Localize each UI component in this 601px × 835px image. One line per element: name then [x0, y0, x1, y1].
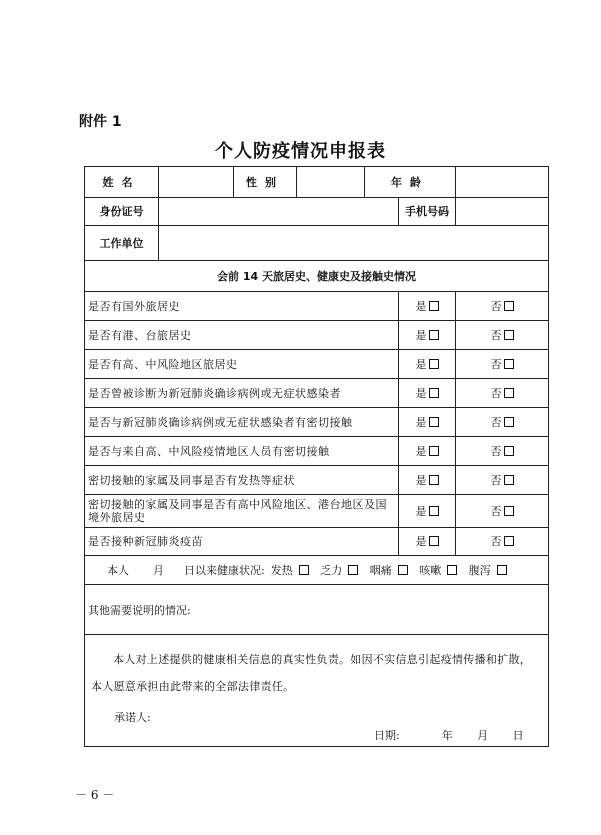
yes-checkbox[interactable] — [429, 536, 439, 546]
cough-checkbox[interactable] — [447, 565, 457, 575]
no-checkbox[interactable] — [504, 446, 514, 456]
question-row — [85, 408, 549, 437]
yes-option[interactable]: 是 — [399, 292, 456, 321]
yes-checkbox[interactable] — [429, 475, 439, 485]
no-option[interactable]: 否 — [456, 528, 549, 556]
yes-checkbox[interactable] — [429, 359, 439, 369]
diarrhea-checkbox[interactable] — [497, 565, 507, 575]
row-other-notes — [85, 585, 549, 635]
no-checkbox[interactable] — [504, 536, 514, 546]
no-option[interactable]: 否 — [456, 466, 549, 495]
question-text: 是否接种新冠肺炎疫苗 — [85, 528, 399, 556]
row-declaration — [85, 635, 549, 747]
question-row — [85, 528, 549, 556]
no-checkbox[interactable] — [504, 330, 514, 340]
yes-option[interactable]: 是 — [399, 408, 456, 437]
no-checkbox[interactable] — [504, 388, 514, 398]
yes-checkbox[interactable] — [429, 417, 439, 427]
other-notes-field[interactable] — [85, 585, 549, 635]
health-month: 月 — [153, 563, 164, 577]
yes-option[interactable]: 是 — [399, 466, 456, 495]
symptom-fever[interactable]: 发热 — [271, 564, 313, 577]
question-row — [85, 321, 549, 350]
id-card-label: 身份证号 — [85, 198, 159, 226]
fatigue-checkbox[interactable] — [348, 565, 358, 575]
date-line[interactable]: 日期: 年 月 日 — [374, 729, 524, 742]
no-checkbox[interactable] — [504, 417, 514, 427]
question-text: 是否有港、台旅居史 — [85, 321, 399, 350]
no-option[interactable]: 否 — [456, 379, 549, 408]
yes-checkbox[interactable] — [429, 388, 439, 398]
fever-checkbox[interactable] — [299, 565, 309, 575]
name-field[interactable] — [159, 167, 234, 198]
yes-checkbox[interactable] — [429, 301, 439, 311]
health-prefix: 本人 — [107, 563, 129, 577]
health-status-line — [85, 556, 549, 585]
question-text: 是否曾被诊断为新冠肺炎确诊病例或无症状感染者 — [85, 379, 399, 408]
row-health-status — [85, 556, 549, 585]
no-option[interactable]: 否 — [456, 408, 549, 437]
no-option[interactable]: 否 — [456, 437, 549, 466]
symptom-fatigue[interactable]: 乏力 — [320, 564, 362, 577]
phone-field[interactable] — [456, 198, 549, 226]
yes-option[interactable]: 是 — [399, 379, 456, 408]
question-text: 密切接触的家属及同事是否有发热等症状 — [85, 466, 399, 495]
age-field[interactable] — [456, 167, 549, 198]
gender-field[interactable] — [297, 167, 365, 198]
question-row — [85, 466, 549, 495]
no-option[interactable]: 否 — [456, 292, 549, 321]
name-label: 姓名 — [85, 167, 159, 198]
no-checkbox[interactable] — [504, 506, 514, 516]
question-row — [85, 437, 549, 466]
page-number: － 6 － — [75, 788, 115, 802]
question-row — [85, 495, 549, 528]
gender-label: 性别 — [234, 167, 297, 198]
symptom-sore-throat[interactable]: 咽痛 — [370, 564, 412, 577]
sore-throat-checkbox[interactable] — [398, 565, 408, 575]
declaration-cell — [85, 635, 549, 747]
yes-checkbox[interactable] — [429, 506, 439, 516]
row-section-title — [85, 261, 549, 292]
no-checkbox[interactable] — [504, 475, 514, 485]
section-title: 会前 14 天旅居史、健康史及接触史情况 — [85, 261, 549, 292]
work-unit-label: 工作单位 — [85, 226, 159, 261]
yes-option[interactable]: 是 — [399, 528, 456, 556]
question-text: 是否有高、中风险地区旅居史 — [85, 350, 399, 379]
other-notes-label: 其他需要说明的情况: — [88, 604, 191, 617]
phone-label: 手机号码 — [399, 198, 456, 226]
yes-checkbox[interactable] — [429, 330, 439, 340]
declaration-form-table — [84, 166, 549, 747]
symptom-cough[interactable]: 咳嗽 — [419, 564, 461, 577]
work-unit-field[interactable] — [159, 226, 549, 261]
no-checkbox[interactable] — [504, 359, 514, 369]
promiser-label: 承诺人: — [114, 711, 151, 724]
yes-option[interactable]: 是 — [399, 495, 456, 528]
no-option[interactable]: 否 — [456, 321, 549, 350]
declaration-text: 本人对上述提供的健康相关信息的真实性负责。如因不实信息引起疫情传播和扩散，本人愿意承担由此带来的全部法律责任。 — [91, 653, 532, 693]
row-basic-info — [85, 167, 549, 198]
form-title: 个人防疫情况申报表 — [215, 141, 386, 162]
id-card-field[interactable] — [159, 198, 399, 226]
question-row — [85, 292, 549, 321]
no-checkbox[interactable] — [504, 301, 514, 311]
no-option[interactable]: 否 — [456, 350, 549, 379]
yes-option[interactable]: 是 — [399, 350, 456, 379]
question-row — [85, 350, 549, 379]
health-suffix: 日以来健康状况: — [184, 563, 265, 577]
question-text: 是否与来自高、中风险疫情地区人员有密切接触 — [85, 437, 399, 466]
yes-checkbox[interactable] — [429, 446, 439, 456]
symptom-diarrhea[interactable]: 腹泻 — [469, 564, 511, 577]
annex-label: 附件 1 — [79, 114, 122, 130]
row-id-phone — [85, 198, 549, 226]
yes-option[interactable]: 是 — [399, 437, 456, 466]
question-row — [85, 379, 549, 408]
question-text: 密切接触的家属及同事是否有高中风险地区、港台地区及国境外旅居史 — [85, 495, 399, 528]
no-option[interactable]: 否 — [456, 495, 549, 528]
yes-option[interactable]: 是 — [399, 321, 456, 350]
question-text: 是否有国外旅居史 — [85, 292, 399, 321]
question-text: 是否与新冠肺炎确诊病例或无症状感染者有密切接触 — [85, 408, 399, 437]
row-work-unit — [85, 226, 549, 261]
age-label: 年龄 — [365, 167, 456, 198]
